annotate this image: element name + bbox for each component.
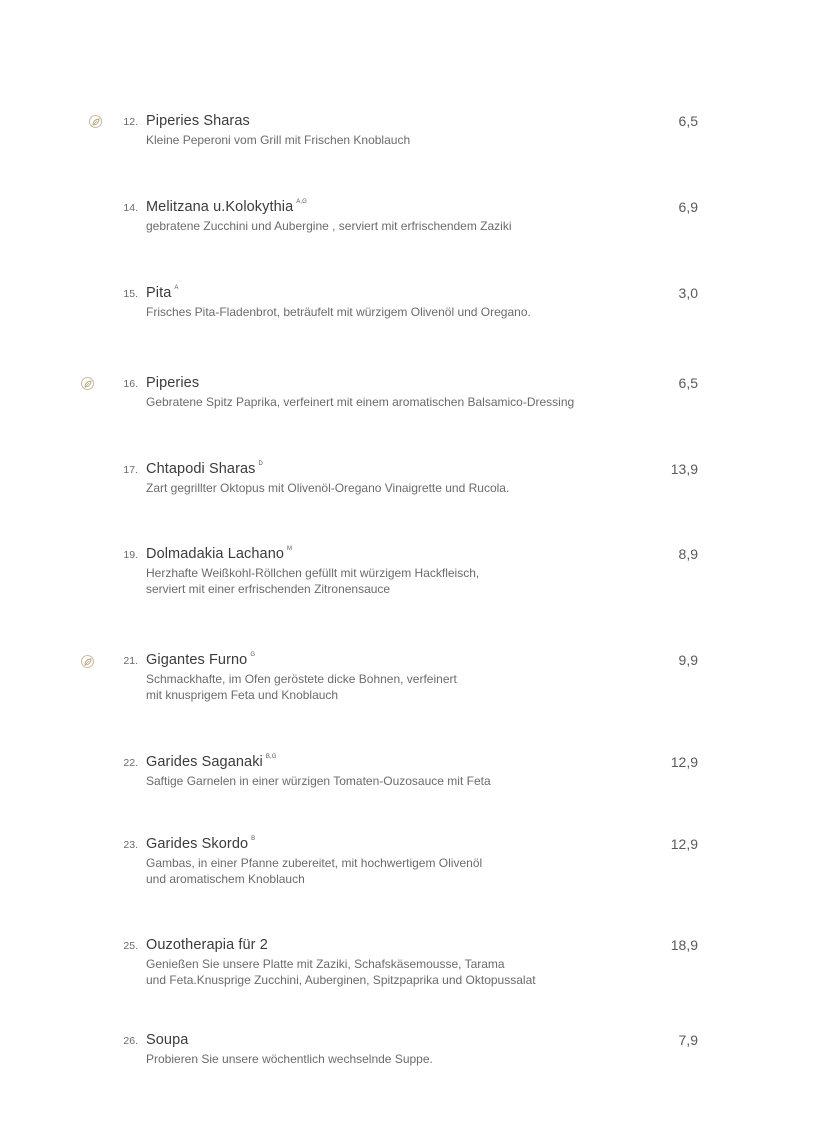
item-number: 22. (123, 757, 138, 769)
allergen-codes: G (250, 652, 256, 658)
item-description (146, 773, 491, 789)
item-description (146, 565, 479, 597)
allergen-codes: A,G (296, 199, 307, 205)
item-name (146, 461, 263, 477)
item-number: 25. (123, 940, 138, 952)
allergen-codes: B (251, 836, 256, 842)
item-description (146, 956, 536, 988)
item-name-text: Dolmadakia Lachano (146, 546, 285, 562)
item-name (146, 546, 292, 562)
description-line: mit knusprigem Feta und Knoblauch (146, 688, 339, 702)
description-line: Gambas, in einer Pfanne zubereitet, mit hochwertigem Olivenöl (146, 856, 483, 870)
item-name (146, 754, 277, 770)
allergen-codes: B,G (265, 754, 277, 760)
item-description (146, 480, 509, 496)
item-description (146, 855, 482, 887)
item-name (146, 375, 199, 391)
item-name-text: Gigantes Furno (146, 652, 248, 668)
item-description (146, 394, 574, 410)
item-name (146, 937, 268, 953)
item-name (146, 652, 255, 668)
item-price: 9,9 (678, 652, 698, 668)
description-line: serviert mit einer erfrischenden Zitronensauce (146, 582, 391, 596)
item-name (146, 199, 307, 215)
description-line: Gebratene Spitz Paprika, verfeinert mit einem aromatischen Balsamico-Dressing (146, 395, 575, 409)
item-description (146, 218, 512, 234)
description-line: Zart gegrillter Oktopus mit Olivenöl-Oregano Vinaigrette und Rucola. (146, 481, 510, 495)
description-line: Probieren Sie unsere wöchentlich wechselnde Suppe. (146, 1052, 433, 1066)
item-number: 21. (123, 655, 138, 667)
description-line: Kleine Peperoni vom Grill mit Frischen Knoblauch (146, 133, 411, 147)
vegan-leaf-icon (81, 655, 94, 668)
item-number: 14. (123, 202, 138, 214)
description-line: Schmackhafte, im Ofen geröstete dicke Bohnen, verfeinert (146, 672, 457, 686)
description-line: Saftige Garnelen in einer würzigen Tomaten-Ouzosauce mit Feta (146, 774, 491, 788)
item-number: 17. (123, 464, 138, 476)
item-price: 8,9 (678, 546, 698, 562)
item-price: 3,0 (678, 285, 698, 301)
allergen-codes: D (258, 461, 263, 467)
item-name-text: Melitzana u.Kolokythia (146, 199, 294, 215)
description-line: und Feta.Knusprige Zucchini, Auberginen, Spitzpaprika und Oktopussalat (146, 973, 536, 987)
allergen-codes: A (174, 285, 179, 291)
item-name-text: Garides Skordo (146, 836, 249, 852)
description-line: und aromatischem Knoblauch (146, 872, 305, 886)
item-number: 15. (123, 288, 138, 300)
item-description (146, 1051, 433, 1067)
description-line: Genießen Sie unsere Platte mit Zaziki, Schafskäsemousse, Tarama (146, 957, 505, 971)
description-line: Frisches Pita-Fladenbrot, beträufelt mit würzigem Olivenöl und Oregano. (146, 305, 531, 319)
item-price: 18,9 (670, 937, 698, 953)
item-price: 7,9 (678, 1032, 698, 1048)
item-name-text: Ouzotherapia für 2 (146, 937, 268, 953)
item-price: 13,9 (670, 461, 698, 477)
item-name-text: Garides Saganaki (146, 754, 263, 770)
item-number: 12. (123, 116, 138, 128)
item-price: 6,5 (678, 375, 698, 391)
item-name-text: Piperies (146, 375, 200, 391)
item-number: 26. (123, 1035, 138, 1047)
item-price: 6,5 (678, 113, 698, 129)
item-price: 12,9 (670, 754, 698, 770)
item-name-text: Chtapodi Sharas (146, 461, 256, 477)
item-price: 12,9 (670, 836, 698, 852)
item-description (146, 671, 457, 703)
item-name-text: Pita (146, 285, 172, 301)
item-price: 6,9 (678, 199, 698, 215)
description-line: gebratene Zucchini und Aubergine , serviert mit erfrischendem Zaziki (146, 219, 512, 233)
item-name-text: Piperies Sharas (146, 113, 250, 129)
vegan-leaf-icon (81, 377, 94, 390)
item-number: 16. (123, 378, 138, 390)
item-name (146, 113, 250, 129)
description-line: Herzhafte Weißkohl-Röllchen gefüllt mit würzigem Hackfleisch, (146, 566, 480, 580)
item-name (146, 285, 179, 301)
allergen-codes: M (287, 546, 293, 552)
item-description (146, 304, 531, 320)
item-number: 23. (123, 839, 138, 851)
item-name (146, 1032, 188, 1048)
item-name (146, 836, 255, 852)
item-description (146, 132, 410, 148)
item-number: 19. (123, 549, 138, 561)
item-name-text: Soupa (146, 1032, 189, 1048)
